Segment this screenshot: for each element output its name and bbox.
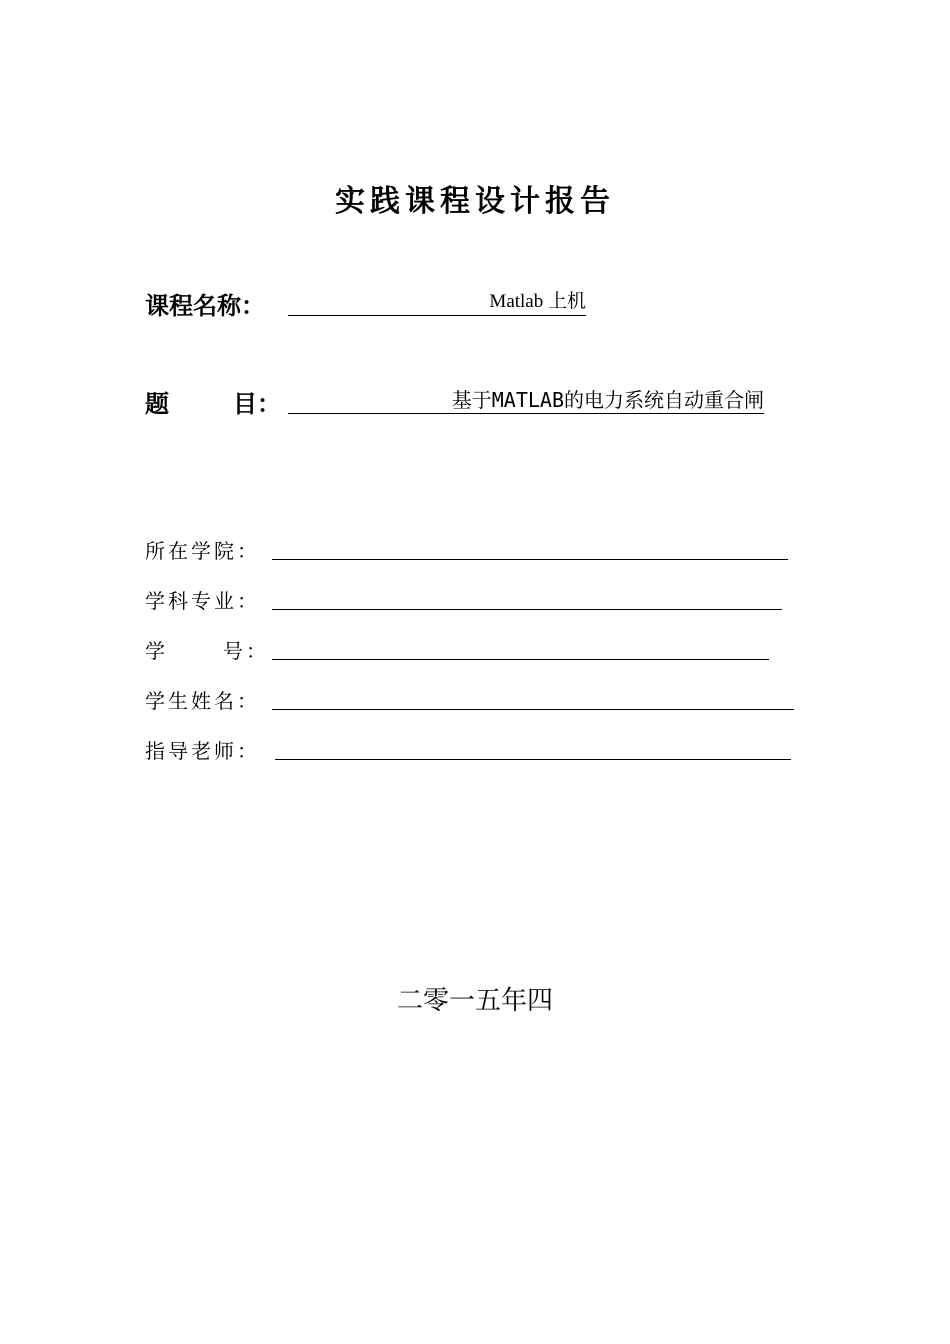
course-label: 课程名称： (145, 292, 265, 320)
topic-label-second: 目： (233, 390, 281, 418)
college-label: 所在学院： (145, 539, 260, 563)
course-value: Matlab 上机 (288, 290, 586, 316)
advisor-label: 指导老师： (145, 739, 260, 763)
student-id-label-first: 学 (145, 639, 168, 663)
student-name-label: 学生姓名： (145, 689, 260, 713)
student-id-underline (272, 659, 769, 660)
topic-label-first: 题 (145, 390, 169, 418)
page-title: 实践课程设计报告 (335, 184, 615, 219)
student-name-underline (272, 709, 794, 710)
major-underline (272, 609, 782, 610)
college-underline (272, 559, 788, 560)
report-date: 二零一五年四 (396, 986, 553, 1016)
topic-value: 基于MATLAB的电力系统自动重合闸 (288, 388, 764, 414)
advisor-underline (275, 759, 791, 760)
course-row (145, 286, 586, 321)
student-id-label-second: 号： (223, 639, 269, 663)
major-label: 学科专业： (145, 589, 260, 613)
